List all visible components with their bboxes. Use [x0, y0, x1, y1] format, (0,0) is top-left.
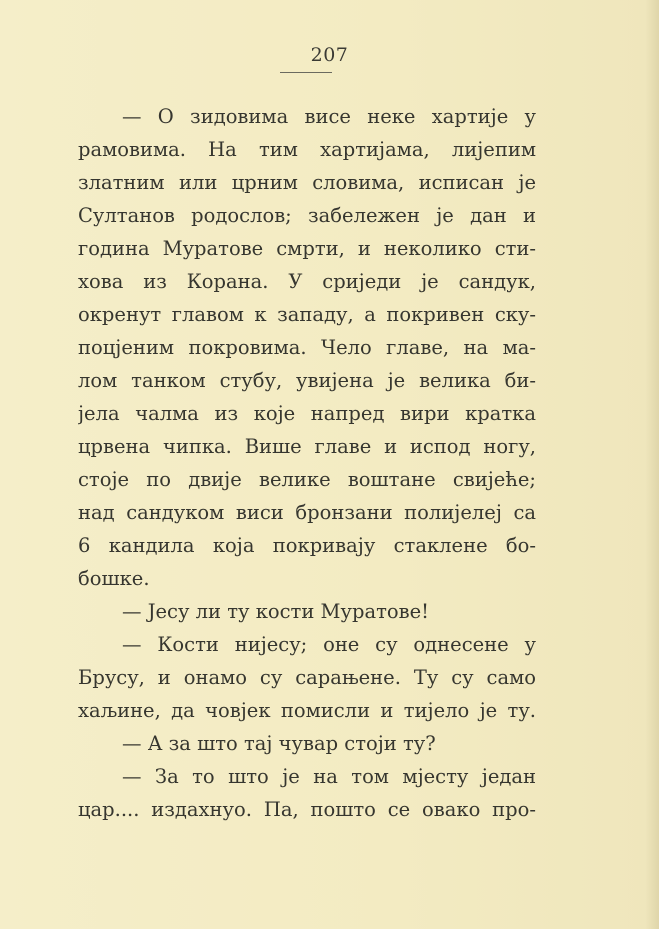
text-line: цар.... издахнуо. Па, пошто се овако про-	[78, 798, 536, 821]
page-number-rule	[280, 72, 332, 73]
text-line: јела чалма из које напред вири кратка	[78, 402, 536, 425]
page-edge-shadow	[645, 0, 659, 929]
text-line: поцјеним покровима. Чело главе, на ма-	[78, 336, 536, 359]
text-line: лом танком стубу, увијена је велика би-	[78, 369, 536, 392]
text-line: Брусу, и онамо су сарањене. Ту су само	[78, 666, 536, 689]
text-line: — Кости нијесу; оне су однесене у	[122, 633, 536, 656]
text-line: златним или црним словима, исписан је	[78, 171, 536, 194]
text-line: — А за што тај чувар стоји ту?	[122, 732, 436, 755]
text-line: стоје по двије велике воштане свијеће;	[78, 468, 536, 491]
text-line: рамовима. На тим хартијама, лијепим	[78, 138, 536, 161]
text-line: — О зидовима висе неке хартије у	[122, 105, 536, 128]
text-line: — За то што је на том мјесту један	[122, 765, 536, 788]
text-line: црвена чипка. Више главе и испод ногу,	[78, 435, 536, 458]
body-text	[78, 100, 536, 826]
text-line: над сандуком виси бронзани полијелеј са	[78, 501, 536, 524]
text-line: бошке.	[78, 567, 150, 590]
text-line: — Јесу ли ту кости Муратове!	[122, 600, 429, 623]
text-line: Султанов родослов; забележен је дан и	[78, 204, 536, 227]
text-line: хаљине, да човјек помисли и тијело је ту.	[78, 699, 536, 722]
text-line: година Муратове смрти, и неколико сти-	[78, 237, 536, 260]
text-line: 6 кандила која покривају стаклене бо-	[78, 534, 536, 557]
text-line: хова из Корана. У сриједи је сандук,	[78, 270, 536, 293]
page-number: 207	[310, 44, 349, 66]
text-line: окренут главом к западу, а покривен ску-	[78, 303, 536, 326]
